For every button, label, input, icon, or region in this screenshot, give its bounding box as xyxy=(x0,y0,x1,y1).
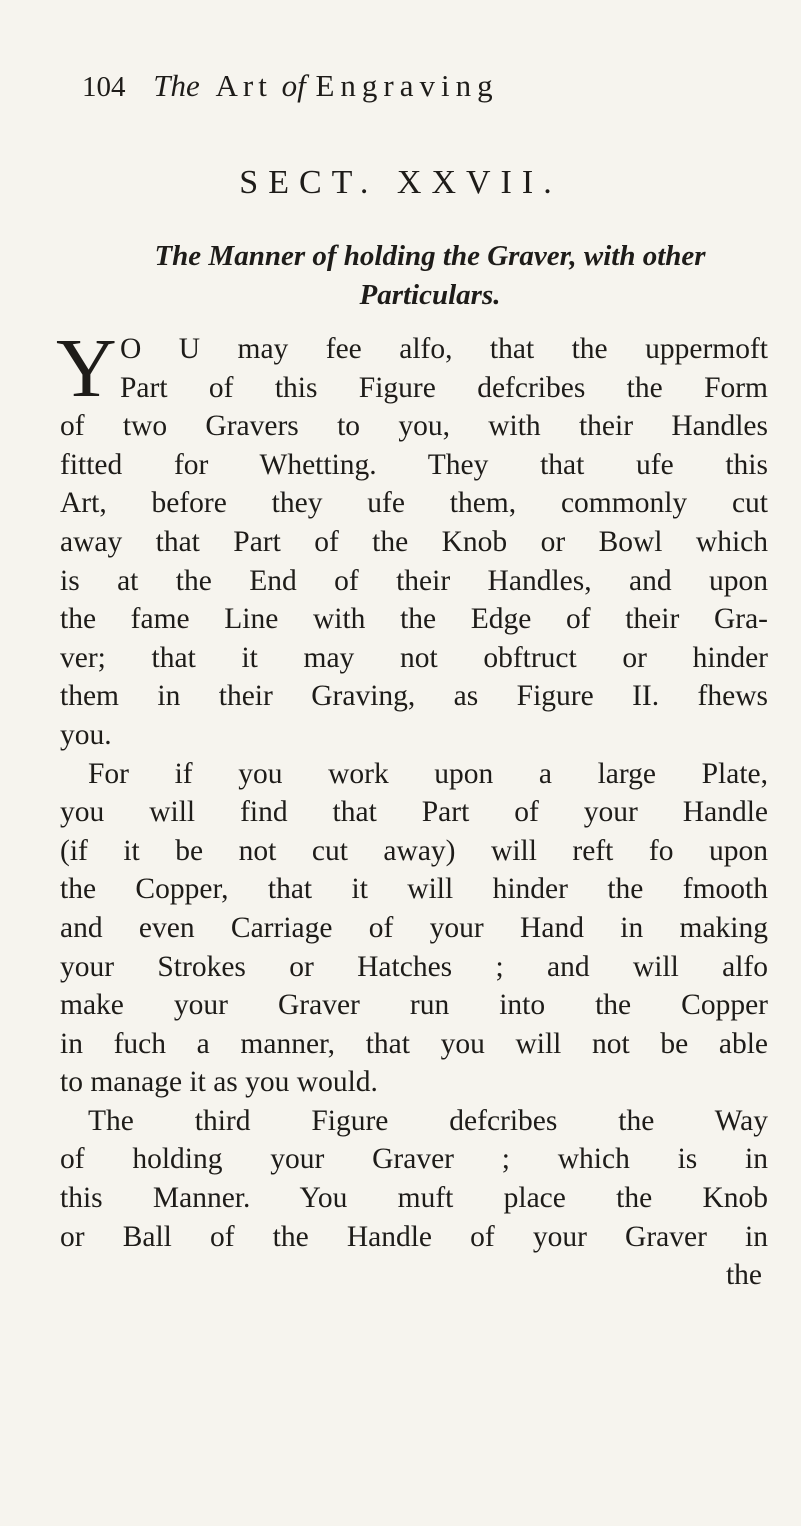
text-line: is at the End of their Handles, and upon xyxy=(60,564,768,597)
text-line: them in their Graving, as Figure II. fhews xyxy=(60,680,768,713)
section-title-line: Particulars. xyxy=(359,279,501,311)
page-number: 104 xyxy=(82,71,126,103)
text-line: away that Part of the Knob or Bowl which xyxy=(60,525,768,558)
running-head-art: Art xyxy=(215,68,272,103)
text-line: in fuch a manner, that you will not be able xyxy=(60,1027,768,1060)
text-line: you. xyxy=(60,718,112,751)
text-line: The third Figure defcribes the Way xyxy=(88,1104,768,1137)
text-line: Art, before they ufe them, commonly cut xyxy=(60,487,768,520)
text-line: your Strokes or Hatches ; and will alfo xyxy=(60,950,768,983)
running-head-the: The xyxy=(153,68,200,103)
text-line: the fame Line with the Edge of their Gra- xyxy=(60,603,768,636)
text-line: of holding your Graver ; which is in xyxy=(60,1143,768,1176)
text-line: you will find that Part of your Handle xyxy=(60,796,768,829)
text-line: make your Graver run into the Copper xyxy=(60,989,768,1022)
body-text xyxy=(56,322,768,1295)
running-head xyxy=(82,66,722,107)
text-line: Part of this Figure defcribes the Form xyxy=(120,371,768,404)
catchword: the xyxy=(725,1259,762,1292)
text-line: this Manner. You muft place the Knob xyxy=(60,1182,768,1215)
section-title xyxy=(90,237,770,315)
text-line: or Ball of the Handle of your Graver in xyxy=(60,1220,768,1253)
section-title-line: The Manner of holding the Graver, with other xyxy=(154,240,706,272)
text-line: (if it be not cut away) will reft fo upon xyxy=(60,834,768,867)
text-line: ver; that it may not obftruct or hinder xyxy=(60,641,768,674)
text-line: and even Carriage of your Hand in making xyxy=(60,911,768,944)
running-head-of: of xyxy=(281,68,306,103)
text-line: of two Gravers to you, with their Handles xyxy=(60,410,768,443)
text-line: fitted for Whetting. They that ufe this xyxy=(60,448,768,481)
text-line: For if you work upon a large Plate, xyxy=(88,757,768,790)
drop-cap: Y xyxy=(56,322,117,415)
running-head-engraving: Engraving xyxy=(315,68,499,103)
text-line: to manage it as you would. xyxy=(60,1066,378,1099)
text-line-content: O U may fee alfo, that the uppermoft xyxy=(120,333,768,365)
section-heading: SECT. XXVII. xyxy=(239,164,562,201)
text-line: the Copper, that it will hinder the fmooth xyxy=(60,873,768,906)
